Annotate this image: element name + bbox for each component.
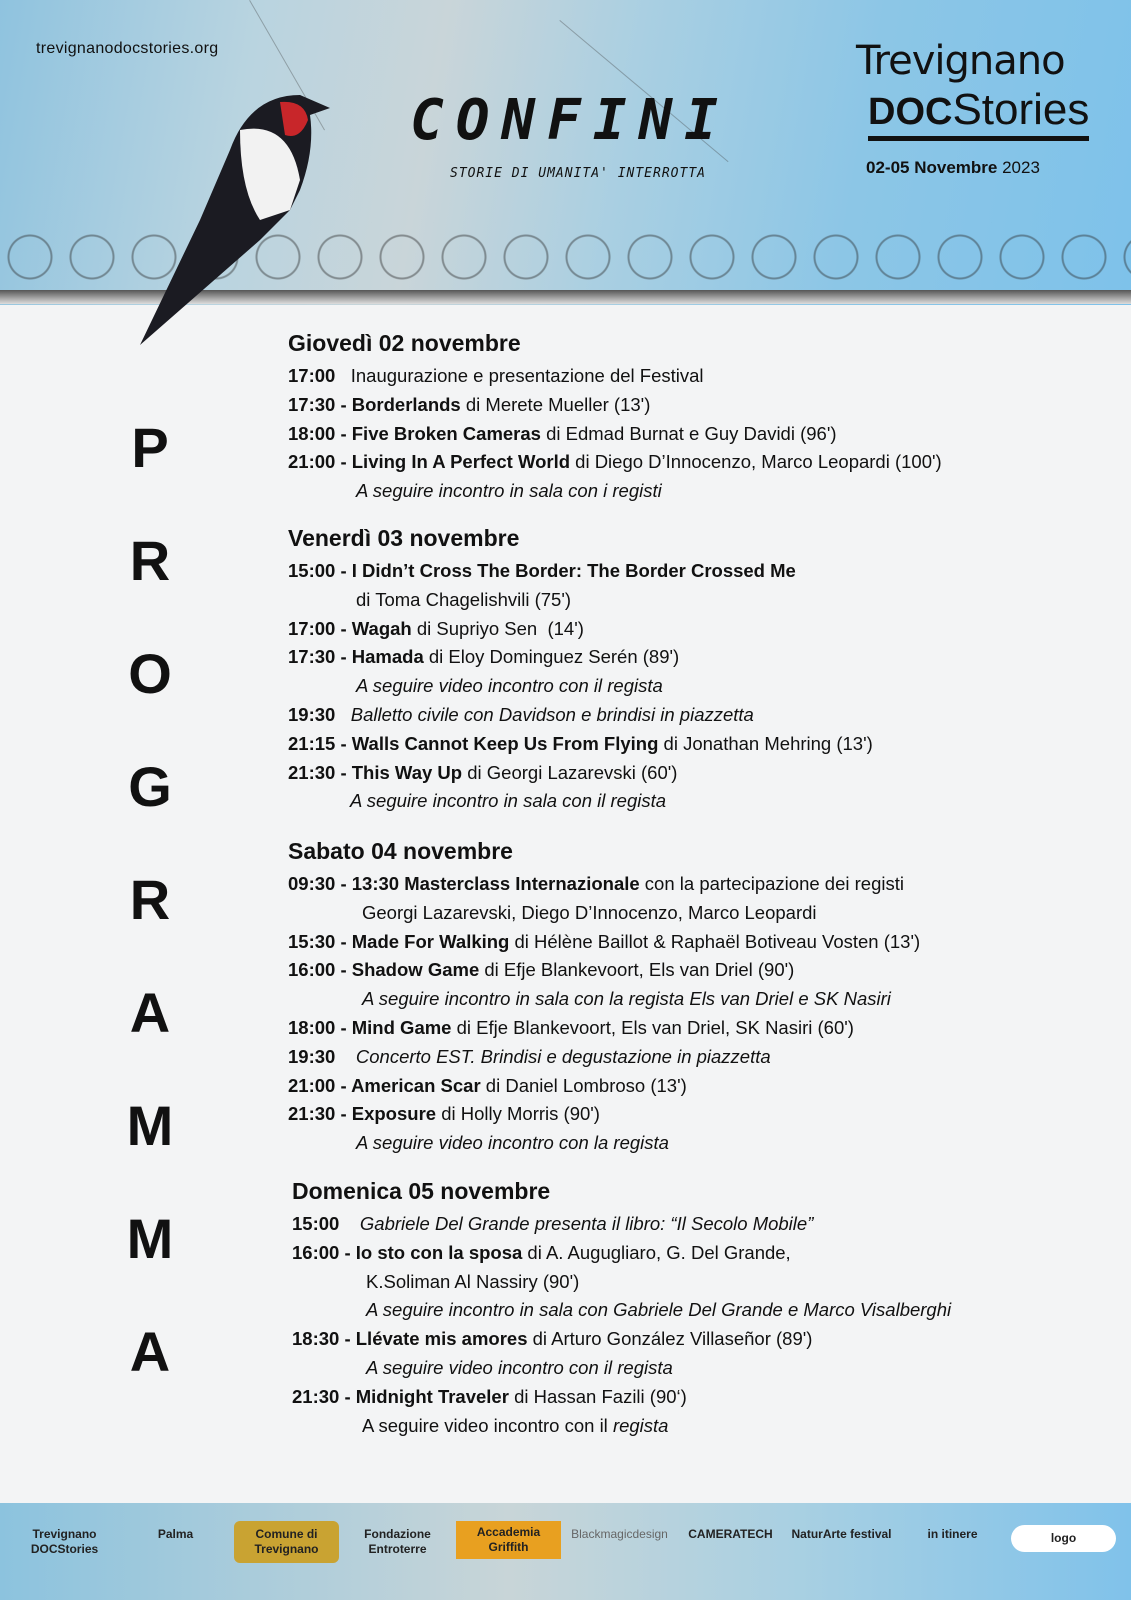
schedule-entry <box>288 790 873 819</box>
schedule-entry <box>288 762 873 791</box>
schedule-entry <box>288 589 873 618</box>
schedule-entry <box>288 1103 920 1132</box>
programma-letter: A <box>129 1320 171 1383</box>
festival-title: CONFINI <box>410 88 731 153</box>
entry-note: Balletto civile con Davidson e brindisi in piazzetta <box>350 703 754 725</box>
schedule-entry <box>292 1328 951 1357</box>
day-heading: Sabato 04 novembre <box>288 838 513 864</box>
website-link[interactable]: trevignanodocstories.org <box>36 40 219 57</box>
entry-time-title: 15:30 - Made For Walking <box>288 930 510 952</box>
entry-time-title: 21:15 - Walls Cannot Keep Us From Flying <box>288 732 659 754</box>
entry-time-title: 21:30 - This Way Up <box>288 761 463 783</box>
schedule-entry <box>288 704 873 733</box>
entry-time-title: 18:00 - Mind Game <box>288 1016 452 1038</box>
entry-details: Inaugurazione e presentazione del Festival <box>350 365 704 386</box>
sponsor-logo: Trevignano DOCStories <box>30 1527 99 1556</box>
schedule-entry <box>292 1415 951 1444</box>
entry-note: regista <box>612 1414 669 1436</box>
day-schedule <box>292 1178 951 1443</box>
entry-details: di Merete Mueller (13') <box>460 393 651 415</box>
entry-time-title: 17:00 <box>288 365 351 386</box>
schedule-entry <box>288 423 942 452</box>
entry-note: A seguire incontro in sala con la regista Els van Driel e SK Nasiri <box>362 988 891 1010</box>
entry-time-title: 19:30 <box>288 703 351 725</box>
schedule-entry <box>292 1242 951 1271</box>
schedule-entry <box>288 1046 920 1075</box>
entry-details: di A. Augugliaro, G. Del Grande, <box>522 1241 791 1263</box>
schedule-entry <box>288 1132 920 1161</box>
programma-letter: M <box>126 1094 174 1157</box>
entry-time-title: 09:30 - 13:30 Masterclass Internazionale <box>288 873 640 894</box>
schedule-entry <box>292 1213 951 1242</box>
entry-details: di Hélène Baillot & Raphaël Botiveau Vosten (13') <box>509 930 921 952</box>
schedule-entry <box>292 1271 951 1300</box>
schedule-entry <box>288 560 873 589</box>
programma-letter: A <box>129 981 171 1044</box>
schedule-entry <box>288 618 873 647</box>
programma-letter: R <box>129 529 171 592</box>
entry-details: di Jonathan Mehring (13') <box>658 732 873 754</box>
entry-details: di Edmad Burnat e Guy Davidi (96') <box>540 422 837 444</box>
entry-details: di Toma Chagelishvili (75') <box>356 588 572 610</box>
programma-letter: P <box>131 416 169 479</box>
entry-details: di Diego D’Innocenzo, Marco Leopardi (100') <box>570 451 942 473</box>
entry-time-title: 21:30 - Exposure <box>288 1103 437 1125</box>
sponsor-logo: CAMERATECH <box>688 1527 773 1541</box>
festival-dates <box>866 158 1040 178</box>
entry-details: di Supriyo Sen (14') <box>411 617 584 639</box>
entry-note: A seguire video incontro con la regista <box>356 1132 669 1154</box>
day-heading: Venerdì 03 novembre <box>288 525 520 551</box>
entry-time-title: 21:00 - Living In A Perfect World <box>288 451 571 473</box>
schedule-entry <box>292 1299 951 1328</box>
entry-details: A seguire video incontro con il <box>362 1414 613 1436</box>
day-schedule <box>288 525 873 819</box>
schedule-entry <box>288 959 920 988</box>
schedule-entry <box>288 1017 920 1046</box>
day-schedule <box>288 838 920 1161</box>
sponsor-logo: Comune di Trevignano <box>234 1521 339 1563</box>
entry-time-title: 18:00 - Five Broken Cameras <box>288 422 541 444</box>
programma-letter: G <box>128 755 172 818</box>
logo-trevignano: Trevignano <box>856 38 1065 84</box>
entry-time-title: 15:00 - I Didn’t Cross The Border: The Border Crossed Me <box>288 560 796 581</box>
schedule-entry <box>288 873 920 902</box>
entry-time-title: 19:30 <box>288 1045 356 1067</box>
dates-year: 2023 <box>1002 158 1040 177</box>
programma-letter: M <box>126 1207 174 1270</box>
sponsor-logo: Blackmagicdesign <box>571 1527 668 1541</box>
entry-details: K.Soliman Al Nassiry (90') <box>366 1270 580 1292</box>
entry-time-title: 17:00 - Wagah <box>288 617 412 639</box>
entry-time-title: 18:30 - Llévate mis amores <box>292 1328 528 1350</box>
entry-details: Georgi Lazarevski, Diego D’Innocenzo, Marco Leopardi <box>362 901 817 923</box>
day-heading: Domenica 05 novembre <box>292 1178 551 1204</box>
schedule-entry <box>288 1075 920 1104</box>
sponsor-footer <box>0 1503 1131 1600</box>
sponsor-logo: Fondazione Entroterre <box>364 1527 431 1556</box>
schedule-entry <box>288 988 920 1017</box>
entry-note: A seguire incontro in sala con il regista <box>350 790 667 812</box>
day-heading: Giovedì 02 novembre <box>288 330 521 356</box>
entry-note: Concerto EST. Brindisi e degustazione in piazzetta <box>355 1045 771 1067</box>
schedule-entry <box>288 902 920 931</box>
entry-note: A seguire video incontro con il regista <box>356 675 663 697</box>
entry-details: di Georgi Lazarevski (60') <box>462 761 678 783</box>
entry-details: di Hassan Fazili (90‘) <box>508 1385 687 1407</box>
festival-subtitle: STORIE DI UMANITA' INTERROTTA <box>450 166 706 181</box>
entry-details: di Eloy Dominguez Serén (89') <box>423 646 680 668</box>
dates-range: 02-05 Novembre <box>866 158 998 177</box>
entry-note: A seguire video incontro con il regista <box>366 1356 673 1378</box>
schedule-entry <box>288 675 873 704</box>
entry-time-title: 17:30 - Borderlands <box>288 393 461 415</box>
schedule-entry <box>288 365 942 394</box>
entry-note: Gabriele Del Grande presenta il libro: “Il Secolo Mobile” <box>359 1213 814 1234</box>
entry-time-title: 17:30 - Hamada <box>288 646 424 668</box>
entry-details: di Arturo González Villaseñor (89') <box>527 1328 813 1350</box>
sponsor-logo: logo <box>1011 1525 1116 1552</box>
programma-vertical-title <box>110 416 190 1437</box>
schedule-entry <box>292 1386 951 1415</box>
entry-note: A seguire incontro in sala con Gabriele Del Grande e Marco Visalberghi <box>366 1299 952 1321</box>
schedule-entry <box>288 451 942 480</box>
entry-details: di Daniel Lombroso (13') <box>480 1074 687 1096</box>
logo-docstories <box>868 86 1089 141</box>
sponsor-logo: in itinere <box>927 1527 978 1541</box>
swallow-bird-icon <box>140 90 340 350</box>
entry-time-title: 15:00 <box>292 1213 360 1234</box>
sponsor-logo: Palma <box>157 1527 194 1541</box>
logo-doc: DOC <box>868 91 953 133</box>
entry-details: con la partecipazione dei registi <box>639 873 904 894</box>
programma-letter: O <box>128 642 172 705</box>
entry-time-title: 16:00 - Shadow Game <box>288 959 480 981</box>
entry-details: di Holly Morris (90') <box>436 1103 600 1125</box>
entry-details: di Efje Blankevoort, Els van Driel, SK Nasiri (60') <box>451 1016 854 1038</box>
programma-letter: R <box>129 868 171 931</box>
sponsor-logo: Accademia Griffith <box>456 1521 561 1559</box>
entry-note: A seguire incontro in sala con i registi <box>356 480 662 502</box>
schedule-entry <box>292 1357 951 1386</box>
schedule-entry <box>288 480 942 509</box>
entry-time-title: 16:00 - Io sto con la sposa <box>292 1241 523 1263</box>
schedule-entry <box>288 394 942 423</box>
entry-details: di Efje Blankevoort, Els van Driel (90') <box>479 959 795 981</box>
logo-stories: Stories <box>952 85 1090 134</box>
entry-time-title: 21:00 - American Scar <box>288 1074 481 1096</box>
sponsor-logo: NaturArte festival <box>791 1527 892 1541</box>
schedule-entry <box>288 931 920 960</box>
day-schedule <box>288 330 942 509</box>
schedule-entry <box>288 646 873 675</box>
schedule-entry <box>288 733 873 762</box>
entry-time-title: 21:30 - Midnight Traveler <box>292 1385 509 1407</box>
